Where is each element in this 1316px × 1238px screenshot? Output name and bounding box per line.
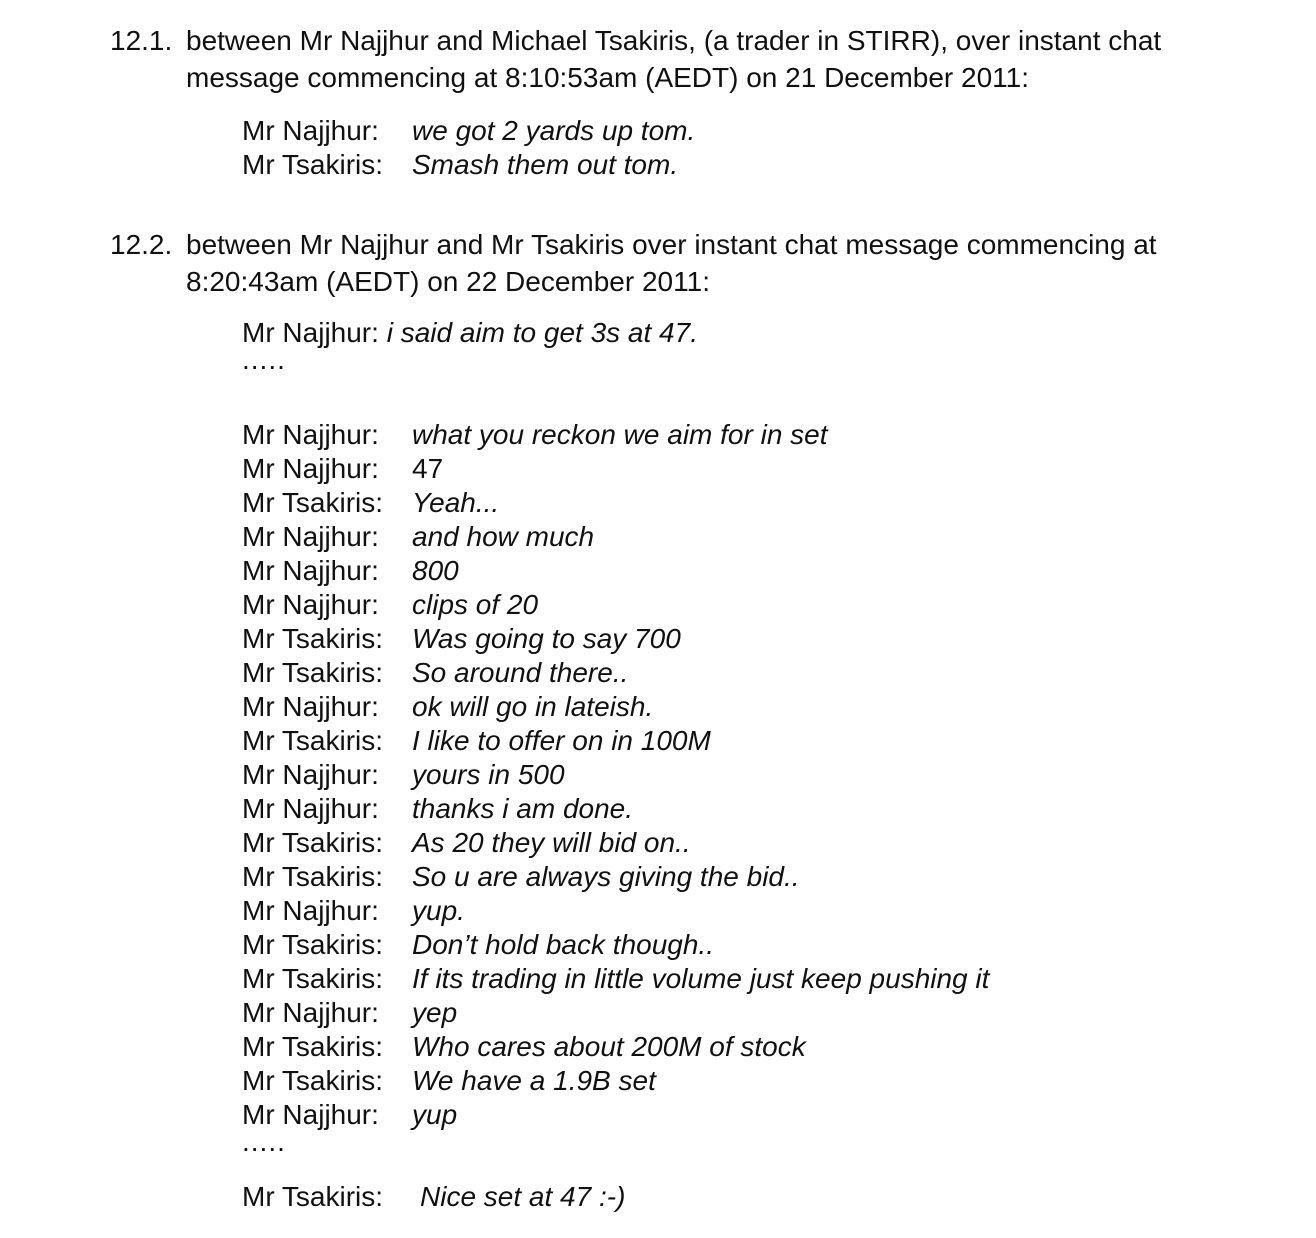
chat-message: If its trading in little volume just keep pushing it [412,963,990,994]
chat-speaker: Mr Tsakiris: [242,725,384,756]
chat-line [242,826,1142,860]
paragraph-number: 12.2. [110,229,173,260]
chat-speaker: Mr Najjhur: [242,521,379,552]
chat-message: 47 [412,453,444,484]
chat-line [242,962,1142,996]
chat-line [242,928,1142,962]
chat-message: yep [412,997,458,1028]
chat-message: 800 [412,555,459,586]
chat-message: I like to offer on in 100M [412,725,711,756]
omission-ellipsis: ..... [242,1126,286,1157]
chat-transcript-2-final [242,1180,1142,1214]
chat-message: clips of 20 [412,589,539,620]
chat-line [242,418,1142,452]
chat-speaker: Mr Najjhur: [242,691,379,722]
chat-message: Who cares about 200M of stock [412,1031,806,1062]
chat-line [242,114,1142,148]
chat-speaker: Mr Tsakiris: [242,929,384,960]
chat-message: Nice set at 47 :-) [420,1181,626,1212]
chat-message: yours in 500 [412,759,565,790]
chat-message: yup. [412,895,465,926]
chat-speaker: Mr Najjhur: [242,555,379,586]
chat-line [242,1030,1142,1064]
chat-line [242,622,1142,656]
chat-message: ok will go in lateish. [412,691,654,722]
chat-message: Don’t hold back though.. [412,929,714,960]
chat-line [242,520,1142,554]
chat-speaker: Mr Tsakiris: [242,657,384,688]
chat-line [242,792,1142,826]
chat-transcript-1 [242,114,1142,182]
chat-transcript-2 [242,418,1142,1166]
chat-message: So u are always giving the bid.. [412,861,800,892]
chat-line [242,758,1142,792]
chat-speaker: Mr Najjhur: [242,419,379,450]
chat-speaker: Mr Tsakiris: [242,487,384,518]
chat-line [242,1098,1142,1132]
paragraph-text [186,22,1226,96]
chat-message: Smash them out tom. [412,149,679,180]
paragraph-line: between Mr Najjhur and Mr Tsakiris over instant chat message commencing at [186,229,1157,260]
chat-speaker: Mr Tsakiris: [242,1031,384,1062]
chat-line [242,486,1142,520]
chat-message: As 20 they will bid on.. [412,827,691,858]
paragraph-line: message commencing at 8:10:53am (AEDT) on 21 December 2011: [186,62,1030,93]
chat-line [242,860,1142,894]
chat-message: and how much [412,521,595,552]
chat-line [242,894,1142,928]
chat-speaker: Mr Tsakiris: [242,623,384,654]
chat-speaker: Mr Najjhur: [242,997,379,1028]
chat-speaker: Mr Tsakiris: [242,861,384,892]
chat-line [242,554,1142,588]
chat-line [242,452,1142,486]
chat-speaker: Mr Najjhur: [242,793,379,824]
chat-line [242,690,1142,724]
chat-transcript-2-intro [242,316,1142,384]
chat-speaker: Mr Najjhur: [242,317,379,348]
chat-speaker: Mr Tsakiris: [242,963,384,994]
chat-speaker: Mr Najjhur: [242,115,379,146]
chat-speaker: Mr Tsakiris: [242,827,384,858]
chat-speaker: Mr Tsakiris: [242,1181,384,1212]
chat-speaker: Mr Najjhur: [242,1099,379,1130]
chat-line [242,148,1142,182]
chat-line [242,316,1142,350]
chat-speaker: Mr Tsakiris: [242,149,384,180]
chat-line [242,996,1142,1030]
chat-speaker: Mr Najjhur: [242,759,379,790]
paragraph-text [186,226,1226,300]
chat-message: Yeah... [412,487,500,518]
chat-message: yup [412,1099,458,1130]
chat-message: i said aim to get 3s at 47. [386,317,698,348]
chat-speaker: Mr Najjhur: [242,453,379,484]
omission-ellipsis: ..... [242,344,286,375]
chat-message: Was going to say 700 [412,623,681,654]
chat-line [242,656,1142,690]
paragraph-number: 12.1. [110,25,173,56]
chat-line [242,588,1142,622]
chat-message: thanks i am done. [412,793,634,824]
chat-speaker: Mr Najjhur: [242,589,379,620]
paragraph-line: between Mr Najjhur and Michael Tsakiris, (a trader in STIRR), over instant chat [186,25,1162,56]
chat-message: We have a 1.9B set [412,1065,656,1096]
chat-speaker: Mr Najjhur: [242,895,379,926]
chat-line [242,1064,1142,1098]
chat-message: we got 2 yards up tom. [412,115,696,146]
chat-line [242,1180,1142,1214]
chat-line [242,724,1142,758]
chat-speaker: Mr Tsakiris: [242,1065,384,1096]
chat-message: what you reckon we aim for in set [412,419,828,450]
paragraph-line: 8:20:43am (AEDT) on 22 December 2011: [186,266,710,297]
chat-message: So around there.. [412,657,629,688]
